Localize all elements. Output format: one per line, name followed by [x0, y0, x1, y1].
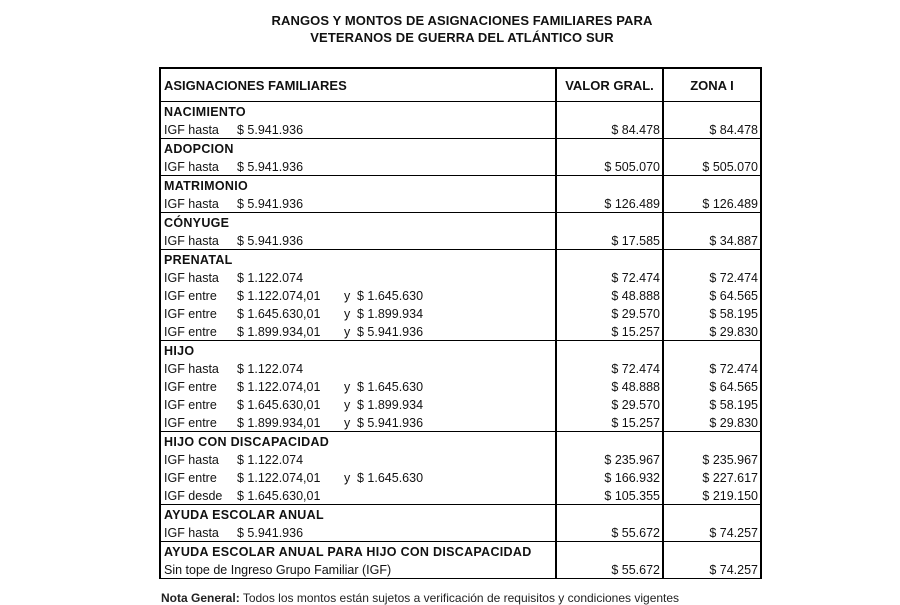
income-condition: IGF entre: [164, 307, 217, 321]
table-row: [161, 523, 760, 541]
column-header-general-value: VALOR GRAL.: [555, 69, 662, 101]
general-value-cell: $ 126.489: [555, 194, 662, 212]
table-row: [161, 286, 760, 304]
table-row: [161, 120, 760, 138]
income-condition: IGF hasta: [164, 160, 219, 174]
table-group: [159, 432, 762, 505]
income-amount-from: $ 1.645.630,01: [237, 489, 321, 503]
group-header-cell-zone: [662, 505, 760, 523]
general-value-cell: $ 29.570: [555, 395, 662, 413]
zone-i-value-cell: $ 74.257: [662, 523, 760, 541]
income-range-cell: [161, 231, 555, 249]
zone-i-value-cell: $ 235.967: [662, 450, 760, 468]
income-range-cell: [161, 157, 555, 175]
income-amount-from: $ 1.122.074: [237, 453, 304, 467]
zone-i-value-cell: $ 74.257: [662, 560, 760, 578]
general-value-cell: $ 29.570: [555, 304, 662, 322]
zone-i-value-cell: $ 29.830: [662, 322, 760, 340]
general-value-cell: $ 17.585: [555, 231, 662, 249]
zone-i-value-cell: $ 84.478: [662, 120, 760, 138]
group-header-cell-general: [555, 139, 662, 157]
income-amount-to: $ 1.645.630: [357, 289, 424, 303]
general-value-cell: $ 72.474: [555, 359, 662, 377]
table-row: [161, 268, 760, 286]
group-header-row: [161, 432, 760, 450]
table-row: [161, 377, 760, 395]
income-range-cell: [161, 304, 555, 322]
table-group: [159, 250, 762, 341]
income-amount-from: $ 1.899.934,01: [237, 325, 321, 339]
table-group: [159, 505, 762, 542]
group-name: NACIMIENTO: [164, 105, 246, 119]
income-connector: y: [344, 307, 351, 321]
income-condition: IGF entre: [164, 471, 217, 485]
income-amount-to: $ 5.941.936: [357, 416, 424, 430]
general-value-cell: $ 48.888: [555, 377, 662, 395]
zone-i-value-cell: $ 126.489: [662, 194, 760, 212]
income-amount-to: $ 1.899.934: [357, 398, 424, 412]
income-amount-from: $ 5.941.936: [237, 234, 304, 248]
income-amount-from: $ 5.941.936: [237, 197, 304, 211]
group-header-cell-zone: [662, 176, 760, 194]
table-group: [159, 176, 762, 213]
table-row: [161, 395, 760, 413]
group-header-row: [161, 176, 760, 194]
income-range-cell: [161, 486, 555, 504]
income-range-cell: [161, 268, 555, 286]
group-header-cell-general: [555, 341, 662, 359]
column-header-allowances: ASIGNACIONES FAMILIARES: [164, 77, 347, 93]
group-header-cell-zone: [662, 213, 760, 231]
income-range-cell: [161, 322, 555, 340]
group-header-cell-general: [555, 213, 662, 231]
income-amount-from: $ 1.122.074,01: [237, 289, 321, 303]
group-header-row: [161, 102, 760, 120]
table-row: [161, 486, 760, 504]
zone-i-value-cell: $ 505.070: [662, 157, 760, 175]
table-row: [161, 560, 760, 578]
income-range-cell: [161, 286, 555, 304]
income-condition: IGF hasta: [164, 197, 219, 211]
table-group: [159, 213, 762, 250]
income-range-cell: [161, 523, 555, 541]
income-range-cell: [161, 395, 555, 413]
general-value-cell: $ 55.672: [555, 560, 662, 578]
group-name: AYUDA ESCOLAR ANUAL PARA HIJO CON DISCAPACIDAD: [164, 545, 532, 559]
group-header-cell-general: [555, 176, 662, 194]
group-header-cell-zone: [662, 102, 760, 120]
group-header-row: [161, 250, 760, 268]
table-group: [159, 341, 762, 432]
income-condition: IGF hasta: [164, 271, 219, 285]
group-name: AYUDA ESCOLAR ANUAL: [164, 508, 324, 522]
table-header-row: [159, 67, 762, 102]
table-row: [161, 413, 760, 431]
income-range-cell: [161, 377, 555, 395]
income-condition: IGF hasta: [164, 526, 219, 540]
general-value-cell: $ 505.070: [555, 157, 662, 175]
zone-i-value-cell: $ 34.887: [662, 231, 760, 249]
group-header-row: [161, 213, 760, 231]
income-range-cell: [161, 120, 555, 138]
zone-i-value-cell: $ 227.617: [662, 468, 760, 486]
general-value-cell: $ 166.932: [555, 468, 662, 486]
document-title-line-2: VETERANOS DE GUERRA DEL ATLÁNTICO SUR: [310, 30, 614, 45]
zone-i-value-cell: $ 72.474: [662, 359, 760, 377]
income-condition: IGF entre: [164, 380, 217, 394]
income-range-text: Sin tope de Ingreso Grupo Familiar (IGF): [164, 563, 392, 577]
group-header-row: [161, 139, 760, 157]
group-name: MATRIMONIO: [164, 179, 249, 193]
zone-i-value-cell: $ 64.565: [662, 377, 760, 395]
group-name: ADOPCION: [164, 142, 234, 156]
group-header-cell-zone: [662, 250, 760, 268]
table-row: [161, 468, 760, 486]
general-value-cell: $ 72.474: [555, 268, 662, 286]
income-amount-from: $ 5.941.936: [237, 160, 304, 174]
income-condition: IGF hasta: [164, 234, 219, 248]
income-condition: IGF hasta: [164, 362, 219, 376]
income-amount-from: $ 5.941.936: [237, 526, 304, 540]
table-row: [161, 359, 760, 377]
income-connector: y: [344, 325, 351, 339]
table-row: [161, 194, 760, 212]
income-range-cell: [161, 560, 555, 578]
general-value-cell: $ 48.888: [555, 286, 662, 304]
group-header-row: [161, 505, 760, 523]
table-row: [161, 322, 760, 340]
general-value-cell: $ 15.257: [555, 413, 662, 431]
group-header-cell-general: [555, 505, 662, 523]
income-condition: IGF entre: [164, 289, 217, 303]
general-value-cell: $ 55.672: [555, 523, 662, 541]
general-value-cell: $ 235.967: [555, 450, 662, 468]
income-amount-from: $ 1.645.630,01: [237, 307, 321, 321]
income-connector: y: [344, 398, 351, 412]
group-header-row: [161, 341, 760, 359]
zone-i-value-cell: $ 58.195: [662, 304, 760, 322]
income-amount-from: $ 1.122.074,01: [237, 471, 321, 485]
group-header-cell-general: [555, 432, 662, 450]
income-connector: y: [344, 416, 351, 430]
income-condition: IGF desde: [164, 489, 223, 503]
income-condition: IGF entre: [164, 325, 217, 339]
group-header-row: [161, 542, 760, 560]
group-header-cell-zone: [662, 542, 760, 560]
table-group: [159, 102, 762, 139]
table-row: [161, 157, 760, 175]
table-row: [161, 450, 760, 468]
income-condition: IGF hasta: [164, 453, 219, 467]
group-name: PRENATAL: [164, 253, 233, 267]
group-header-cell-general: [555, 542, 662, 560]
general-value-cell: $ 15.257: [555, 322, 662, 340]
income-amount-to: $ 1.645.630: [357, 471, 424, 485]
group-header-cell-general: [555, 102, 662, 120]
income-amount-from: $ 1.122.074: [237, 271, 304, 285]
income-amount-to: $ 5.941.936: [357, 325, 424, 339]
zone-i-value-cell: $ 58.195: [662, 395, 760, 413]
income-condition: IGF hasta: [164, 123, 219, 137]
table-body: [159, 102, 762, 579]
income-amount-from: $ 1.122.074: [237, 362, 304, 376]
income-range-cell: [161, 468, 555, 486]
income-range-cell: [161, 194, 555, 212]
table-group: [159, 139, 762, 176]
group-header-cell-zone: [662, 341, 760, 359]
footnote: [161, 591, 679, 605]
column-header-zone-i: ZONA I: [662, 69, 760, 101]
income-connector: y: [344, 380, 351, 394]
general-value-cell: $ 84.478: [555, 120, 662, 138]
income-amount-from: $ 5.941.936: [237, 123, 304, 137]
table-row: [161, 231, 760, 249]
income-amount-to: $ 1.645.630: [357, 380, 424, 394]
group-header-cell-zone: [662, 139, 760, 157]
allowances-table: [159, 67, 762, 579]
income-range-cell: [161, 450, 555, 468]
zone-i-value-cell: $ 72.474: [662, 268, 760, 286]
income-connector: y: [344, 471, 351, 485]
income-connector: y: [344, 289, 351, 303]
document-title-line-1: RANGOS Y MONTOS DE ASIGNACIONES FAMILIARES PARA: [271, 13, 653, 28]
group-header-cell-general: [555, 250, 662, 268]
income-condition: IGF entre: [164, 416, 217, 430]
zone-i-value-cell: $ 29.830: [662, 413, 760, 431]
income-condition: IGF entre: [164, 398, 217, 412]
group-header-cell-zone: [662, 432, 760, 450]
income-amount-from: $ 1.899.934,01: [237, 416, 321, 430]
income-amount-to: $ 1.899.934: [357, 307, 424, 321]
table-row: [161, 304, 760, 322]
income-range-cell: [161, 413, 555, 431]
general-value-cell: $ 105.355: [555, 486, 662, 504]
group-name: HIJO: [164, 344, 195, 358]
income-range-cell: [161, 359, 555, 377]
income-amount-from: $ 1.122.074,01: [237, 380, 321, 394]
footnote-text: Todos los montos están sujetos a verificación de requisitos y condiciones vigentes: [242, 591, 680, 605]
table-group: [159, 542, 762, 579]
footnote-label: Nota General:: [161, 591, 240, 605]
income-amount-from: $ 1.645.630,01: [237, 398, 321, 412]
group-name: CÓNYUGE: [164, 216, 230, 230]
zone-i-value-cell: $ 64.565: [662, 286, 760, 304]
zone-i-value-cell: $ 219.150: [662, 486, 760, 504]
group-name: HIJO CON DISCAPACIDAD: [164, 435, 330, 449]
